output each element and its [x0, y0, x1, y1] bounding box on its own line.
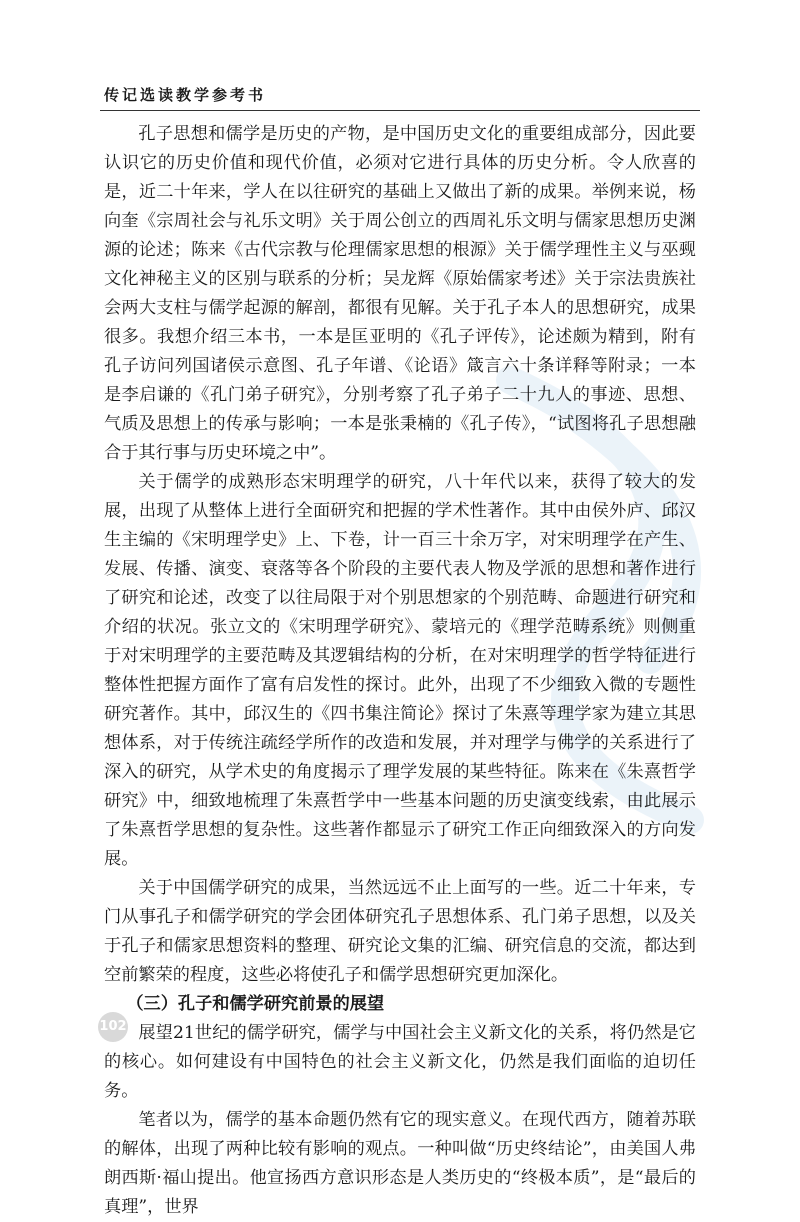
- paragraph-4: 展望21世纪的儒学研究，儒学与中国社会主义新文化的关系，将仍然是它的核心。如何建设有中国特色的社会主义新文化，仍然是我们面临的迫切任务。: [104, 1023, 696, 1101]
- running-header: 传记选读教学参考书: [104, 86, 267, 104]
- body-text: [104, 120, 696, 1222]
- page-number-badge: 102: [98, 1012, 128, 1042]
- paragraph-5: 笔者以为，儒学的基本命题仍然有它的现实意义。在现代西方，随着苏联的解体，出现了两种比较有影响的观点。一种叫做“历史终结论”，由美国人弗朗西斯·福山提出。他宣扬西方意识形态是人类历史的“终极本质”，是“最后的真理”，世界: [104, 1110, 696, 1217]
- paragraph-2: 关于儒学的成熟形态宋明理学的研究，八十年代以来，获得了较大的发展，出现了从整体上进行全面研究和把握的学术性著作。其中由侯外庐、邱汉生主编的《宋明理学史》上、下卷，计一百三十余万字，对宋明理学在产生、发展、传播、演变、衰落等各个阶段的主要代表人物及学派的思想和著作进行了研究和论述，改变了以往局限于对个别思想家的个别范畴、命题进行研究和介绍的状况。张立文的《宋明理学研究》、蒙培元的《理学范畴系统》则侧重于对宋明理学的主要范畴及其逻辑结构的分析，在对宋明理学的哲学特征进行整体性把握方面作了富有启发性的探讨。此外，出现了不少细致入微的专题性研究著作。其中，邱汉生的《四书集注简论》探讨了朱熹等理学家为建立其思想体系，对于传统注疏经学所作的改造和发展，并对理学与佛学的关系进行了深入的研究，从学术史的角度揭示了理学发展的某些特征。陈来在《朱熹哲学研究》中，细致地梳理了朱熹哲学中一些基本问题的历史演变线索，由此展示了朱熹哲学思想的复杂性。这些著作都显示了研究工作正向细致深入的方向发展。: [104, 472, 696, 869]
- section-heading: （三）孔子和儒学研究前景的展望: [126, 994, 385, 1014]
- paragraph-1: 孔子思想和儒学是历史的产物，是中国历史文化的重要组成部分，因此要认识它的历史价值和现代价值，必须对它进行具体的历史分析。令人欣喜的是，近二十年来，学人在以往研究的基础上又做出了新的成果。举例来说，杨向奎《宗周社会与礼乐文明》关于周公创立的西周礼乐文明与儒家思想历史渊源的论述；陈来《古代宗教与伦理儒家思想的根源》关于儒学理性主义与巫觋文化神秘主义的区别与联系的分析；吴龙辉《原始儒家考述》关于宗法贵族社会两大支柱与儒学起源的解剖，都很有见解。关于孔子本人的思想研究，成果很多。我想介绍三本书，一本是匡亚明的《孔子评传》，论述颇为精到，附有孔子访问列国诸侯示意图、孔子年谱、《论语》箴言六十条详释等附录；一本是李启谦的《孔门弟子研究》，分别考察了孔子弟子二十九人的事迹、思想、气质及思想上的传承与影响；一本是张秉楠的《孔子传》，“试图将孔子思想融合于其行事与历史环境之中”。: [104, 124, 696, 463]
- paragraph-3: 关于中国儒学研究的成果，当然远远不止上面写的一些。近二十年来，专门从事孔子和儒学研究的学会团体研究孔子思想体系、孔门弟子思想，以及关于孔子和儒家思想资料的整理、研究论文集的汇编、研究信息的交流，都达到空前繁荣的程度，这些必将使孔子和儒学思想研究更加深化。: [104, 878, 696, 985]
- header-rule: [100, 110, 700, 111]
